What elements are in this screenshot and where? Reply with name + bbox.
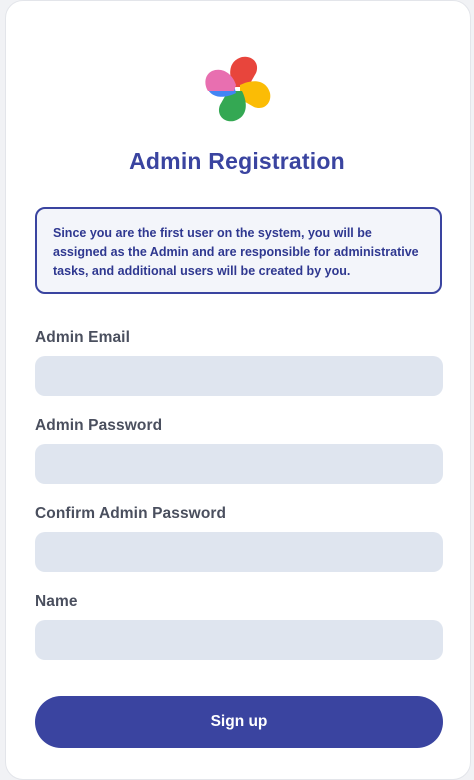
confirm-admin-password-label: Confirm Admin Password [35,505,227,522]
name-label: Name [35,593,78,610]
admin-password-input[interactable] [35,444,443,484]
sign-up-button[interactable]: Sign up [35,696,443,748]
name-input[interactable] [35,620,443,660]
admin-password-label: Admin Password [35,417,163,434]
logo-petals [205,57,270,122]
confirm-admin-password-input[interactable] [35,532,443,572]
pinwheel-logo-icon [203,54,273,124]
admin-notice: Since you are the first user on the system, you will be assigned as the Admin and are responsible for administrative tasks, and additional users will be created by you. [35,207,442,294]
admin-email-label: Admin Email [35,329,130,346]
page-title: Admin Registration [129,148,345,174]
admin-email-input[interactable] [35,356,443,396]
